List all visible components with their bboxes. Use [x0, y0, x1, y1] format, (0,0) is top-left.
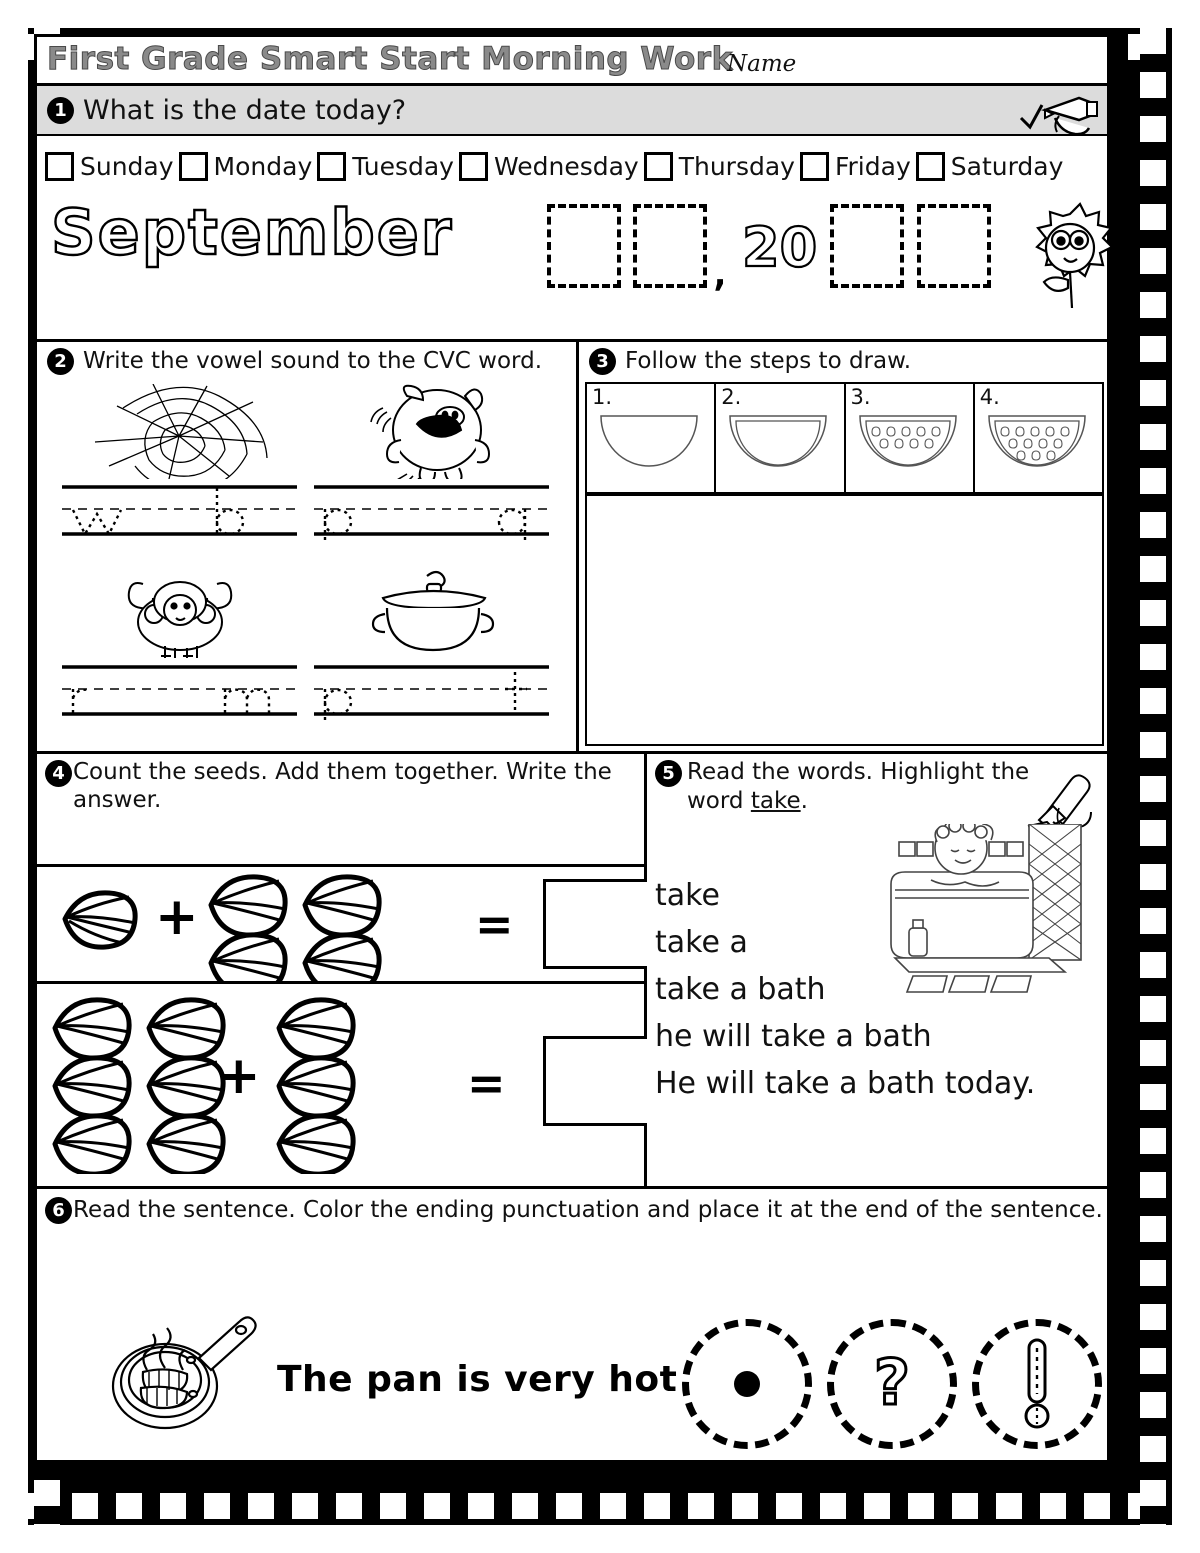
question-5-highlight: [647, 754, 1110, 1189]
plus-sign-2: +: [217, 1046, 261, 1106]
date-year-box-2[interactable]: [917, 204, 991, 288]
question-3-draw: [579, 342, 1110, 754]
trace-line-web[interactable]: [57, 482, 302, 542]
date-year-box-1[interactable]: [830, 204, 904, 288]
question-5-number: 5: [655, 760, 682, 787]
plus-sign-1: +: [155, 887, 199, 947]
question-4-prompt: Count the seeds. Add them together. Write the answer.: [73, 759, 612, 813]
question-6-number: 6: [45, 1197, 72, 1224]
pot-icon: [309, 564, 554, 659]
day-of-week-row: [45, 144, 1105, 188]
day-option-tuesday[interactable]: [317, 152, 454, 181]
addition-problem-2: [37, 981, 650, 1186]
ram-icon: [57, 564, 302, 659]
question-2-prompt: Write the vowel sound to the CVC word.: [83, 348, 543, 374]
question-3-number: 3: [589, 348, 616, 375]
checkbox-wednesday[interactable]: [459, 152, 488, 181]
question-6-punctuation: [34, 1189, 1110, 1463]
year-prefix: 20: [742, 216, 818, 279]
child-in-bathtub-icon: [869, 824, 1109, 1004]
word-line-4[interactable]: he will take a bath: [655, 1019, 932, 1054]
question-6-prompt: Read the sentence. Color the ending punctuation and place it at the end of the sentence.: [73, 1197, 1103, 1223]
answer-box-2[interactable]: [543, 1036, 653, 1126]
cvc-item-pig: [309, 384, 554, 544]
question-5-prompt-line1: Read the words. Highlight the: [687, 759, 1030, 785]
date-day-box-2[interactable]: [633, 204, 707, 288]
watermelon-step-rind: [722, 410, 834, 472]
checkbox-tuesday[interactable]: [317, 152, 346, 181]
draw-answer-area[interactable]: [585, 494, 1104, 746]
question-3-prompt: Follow the steps to draw.: [625, 348, 912, 374]
question-5-prompt-line2: word: [687, 788, 751, 814]
draw-step-2: [714, 382, 843, 494]
day-option-sunday[interactable]: [45, 152, 174, 181]
day-label-monday: Monday: [213, 151, 313, 181]
day-label-tuesday: Tuesday: [352, 151, 454, 181]
worksheet-content: [34, 34, 1110, 1463]
draw-step-4-label: 4.: [979, 385, 1000, 409]
word-line-1[interactable]: take: [655, 878, 720, 913]
punctuation-option-period[interactable]: [682, 1319, 812, 1449]
date-entry-row: [37, 194, 1107, 294]
equals-sign-1: =: [475, 897, 513, 951]
draw-step-1-label: 1.: [592, 385, 613, 409]
day-option-thursday[interactable]: [644, 152, 795, 181]
question-1-prompt: What is the date today?: [83, 95, 407, 126]
draw-step-2-label: 2.: [721, 385, 742, 409]
word-line-5[interactable]: He will take a bath today.: [655, 1066, 1036, 1101]
draw-step-1: [585, 382, 714, 494]
frying-pan-icon: [107, 1314, 257, 1434]
trace-line-pot[interactable]: [309, 662, 554, 722]
prompt-period: .: [800, 788, 808, 814]
draw-step-4: [973, 382, 1104, 494]
addition-problem-1: [37, 864, 650, 981]
checkbox-sunday[interactable]: [45, 152, 74, 181]
pig-icon: [309, 384, 554, 479]
cvc-item-web: [57, 384, 302, 544]
question-1-number: 1: [47, 97, 74, 124]
draw-steps-strip: [585, 382, 1104, 494]
checkbox-thursday[interactable]: [644, 152, 673, 181]
punctuation-option-exclamation-mark[interactable]: [972, 1319, 1102, 1449]
worksheet-header: [34, 34, 1110, 86]
word-line-3[interactable]: take a bath: [655, 972, 826, 1007]
day-label-thursday: Thursday: [678, 151, 795, 181]
exclamation-mark-icon: [1020, 1338, 1054, 1430]
cvc-item-pot: [309, 564, 554, 724]
day-option-friday[interactable]: [800, 152, 911, 181]
punctuation-option-question-mark[interactable]: [827, 1319, 957, 1449]
target-word: take: [750, 788, 801, 814]
equals-sign-2: =: [467, 1056, 505, 1110]
question-4-addition: [34, 754, 647, 1189]
border-dash-bottom: [28, 1493, 1172, 1519]
day-label-friday: Friday: [834, 151, 911, 181]
draw-step-3-label: 3.: [850, 385, 871, 409]
checkbox-saturday[interactable]: [916, 152, 945, 181]
day-option-monday[interactable]: [179, 152, 313, 181]
watermelon-step-seeds-full: [981, 410, 1093, 472]
pencil-hand-icon: [1015, 88, 1101, 136]
seed-group-2b: [273, 994, 383, 1174]
day-option-saturday[interactable]: [916, 152, 1064, 181]
spider-web-icon: [57, 384, 302, 479]
question-1-date: [34, 86, 1110, 342]
cvc-item-ram: [57, 564, 302, 724]
date-comma: ,: [713, 246, 727, 295]
date-day-box-1[interactable]: [547, 204, 621, 288]
watermelon-step-outline: [593, 410, 705, 472]
watermelon-step-seeds-partial: [852, 410, 964, 472]
question-2-number: 2: [47, 348, 74, 375]
draw-step-3: [844, 382, 973, 494]
day-label-sunday: Sunday: [80, 151, 174, 181]
checkbox-monday[interactable]: [179, 152, 208, 181]
word-line-2[interactable]: take a: [655, 925, 748, 960]
answer-box-1[interactable]: [543, 879, 653, 969]
seed-group-1b: [205, 867, 405, 983]
sentence-text: The pan is very hot: [277, 1359, 678, 1400]
page-title: First Grade Smart Start Morning Work: [47, 41, 733, 77]
trace-line-ram[interactable]: [57, 662, 302, 722]
flower-face-icon: [1022, 200, 1118, 310]
question-4-number: 4: [45, 760, 72, 787]
month-name: September: [51, 196, 454, 269]
period-icon: [734, 1371, 760, 1397]
day-label-saturday: Saturday: [950, 151, 1064, 181]
trace-line-pig[interactable]: [309, 482, 554, 542]
question-2-cvc: [34, 342, 579, 754]
question-mark-icon: ?: [874, 1345, 910, 1419]
day-label-wednesday: Wednesday: [493, 151, 639, 181]
seed-group-1a: [59, 885, 141, 951]
checkbox-friday[interactable]: [800, 152, 829, 181]
day-option-wednesday[interactable]: [459, 152, 639, 181]
name-label: Name: [727, 51, 797, 77]
border-dash-right: [1140, 28, 1166, 1525]
question-1-banner: [37, 86, 1107, 136]
